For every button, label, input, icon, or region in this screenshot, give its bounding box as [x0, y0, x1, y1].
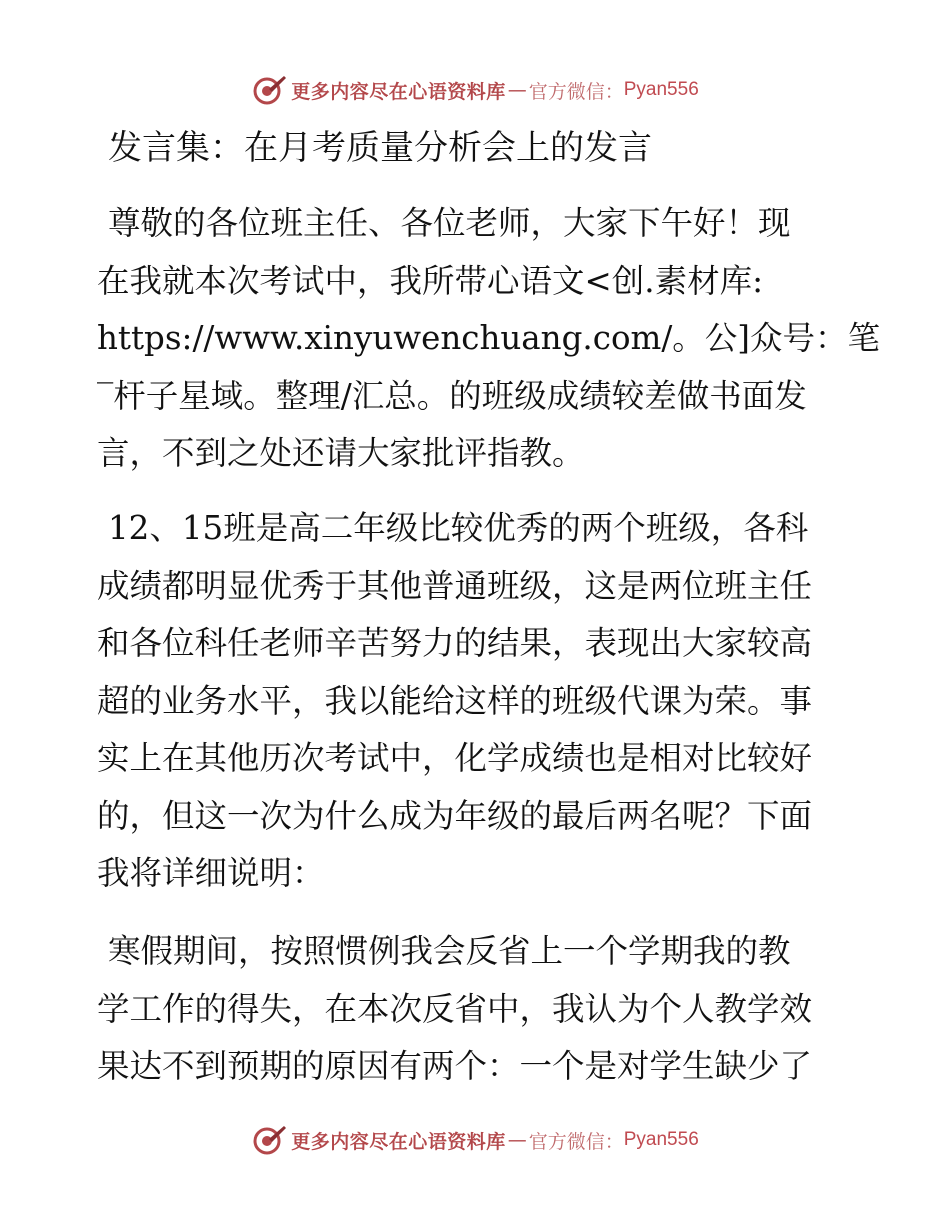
text-line: 和各位科任老师辛苦努力的结果，表现出大家较高 [97, 624, 813, 662]
pen-logo-icon [251, 1122, 287, 1158]
pen-logo-icon [251, 72, 287, 108]
banner-wechat-id: Pyan556 [623, 1129, 699, 1150]
banner-dash: — [507, 1129, 527, 1151]
banner-main-text: 更多内容尽在心语资料库 [291, 80, 506, 103]
text-line: 寒假期间，按照惯例我会反省上一个学期我的教 [108, 932, 791, 970]
banner-sub-text: 官方微信： [528, 1130, 624, 1153]
text-line: 果达不到预期的原因有两个：一个是对学生缺少了 [97, 1047, 813, 1085]
banner-dash: — [507, 79, 527, 101]
text-line: 实上在其他历次考试中，化学成绩也是相对比较好 [97, 739, 813, 777]
paragraph-1 [97, 195, 880, 483]
text-line: https://www.xinyuwenchuang.com/。公]众号：笔 [97, 319, 880, 357]
text-line: 的，但这一次为什么成为年级的最后两名呢？下面 [97, 796, 813, 835]
paragraph-2 [97, 500, 853, 903]
page-title: 发言集：在月考质量分析会上的发言 [108, 128, 652, 168]
text-line: 言，不到之处还请大家批评指教。 [97, 434, 585, 472]
text-line: 超的业务水平，我以能给这样的班级代课为荣。事 [97, 681, 813, 720]
footer-banner [0, 1120, 950, 1160]
banner-main-text: 更多内容尽在心语资料库 [291, 1130, 506, 1153]
header-banner [0, 70, 950, 110]
text-line: 我将详细说明： [97, 854, 325, 892]
banner-sub-text: 官方微信： [528, 80, 624, 103]
paragraph-3 [97, 923, 853, 1096]
text-line: 12、15班是高二年级比较优秀的两个班级，各科 [108, 509, 809, 547]
text-line: 学工作的得失，在本次反省中，我认为个人教学效 [97, 989, 813, 1028]
text-line: 尊敬的各位班主任、各位老师，大家下午好！现 [108, 204, 791, 242]
text-line: ‾杆子星域。整理/汇总。的班级成绩较差做书面发 [97, 376, 807, 415]
text-line: 成绩都明显优秀于其他普通班级，这是两位班主任 [97, 566, 813, 605]
banner-wechat-id: Pyan556 [623, 79, 699, 100]
text-line: 在我就本次考试中，我所带心语文<创.素材库: [97, 261, 764, 300]
